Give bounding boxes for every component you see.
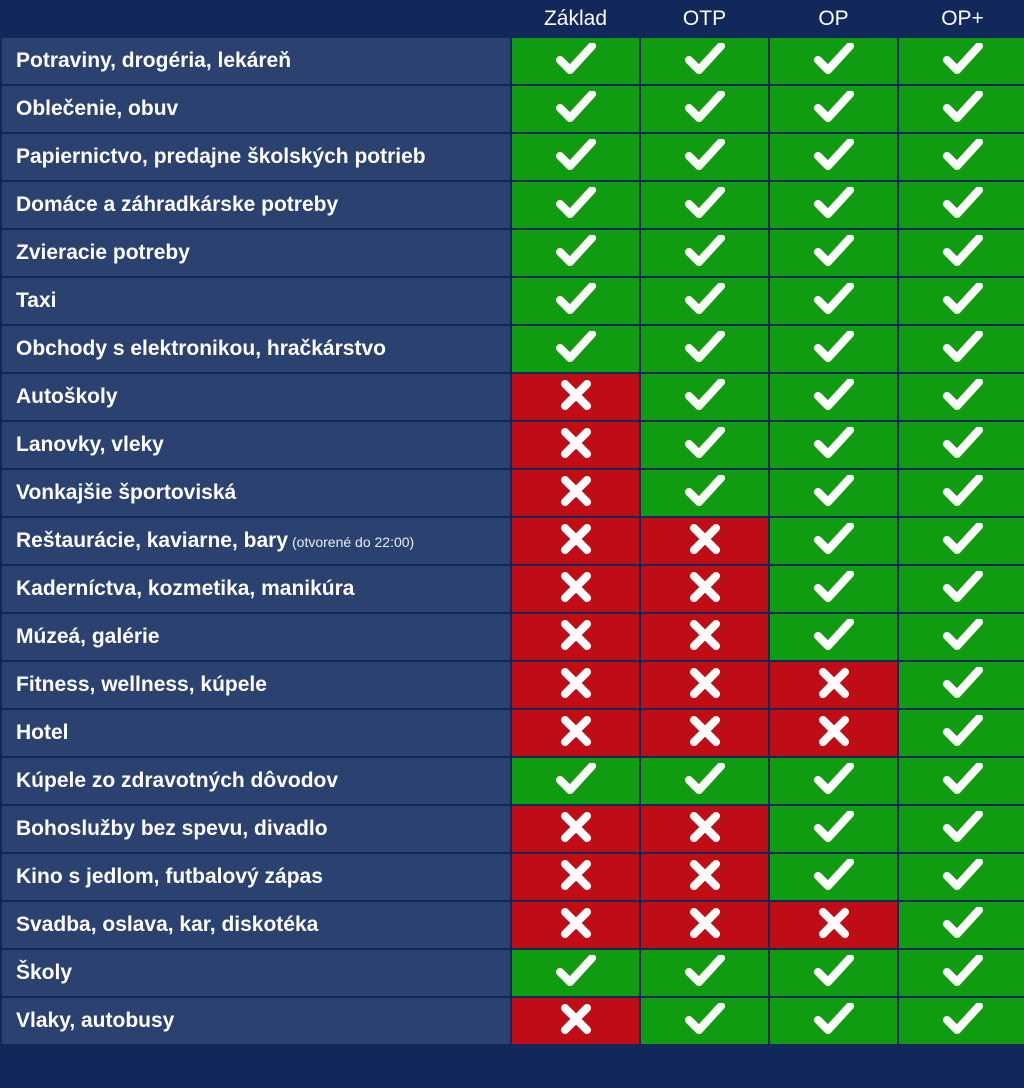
row-label-text: Múzeá, galérie (16, 625, 160, 648)
check-icon (942, 619, 984, 651)
cell-allowed (899, 374, 1024, 420)
cross-icon (560, 667, 592, 699)
cell-allowed (770, 758, 897, 804)
check-icon (942, 763, 984, 795)
matrix-body (2, 38, 1024, 1044)
cross-icon (560, 811, 592, 843)
cell-allowed (641, 86, 768, 132)
cell-allowed (770, 518, 897, 564)
cell-not-allowed (512, 470, 639, 516)
cell-allowed (770, 182, 897, 228)
check-icon (942, 1003, 984, 1035)
check-icon (813, 523, 855, 555)
check-icon (555, 763, 597, 795)
check-icon (942, 859, 984, 891)
cell-allowed (899, 326, 1024, 372)
check-icon (684, 43, 726, 75)
check-icon (813, 571, 855, 603)
cross-icon (689, 667, 721, 699)
cell-allowed (899, 182, 1024, 228)
row-label-text: Domáce a záhradkárske potreby (16, 193, 339, 216)
cell-not-allowed (770, 710, 897, 756)
check-icon (555, 43, 597, 75)
check-icon (684, 955, 726, 987)
row-label-text: Autoškoly (16, 385, 118, 408)
check-icon (684, 475, 726, 507)
cell-allowed (770, 806, 897, 852)
check-icon (684, 1003, 726, 1035)
cell-allowed (899, 230, 1024, 276)
column-header-op-plus: OP+ (899, 2, 1024, 36)
check-icon (813, 475, 855, 507)
cell-allowed (899, 38, 1024, 84)
cell-not-allowed (512, 518, 639, 564)
check-icon (813, 859, 855, 891)
cell-not-allowed (641, 614, 768, 660)
cell-not-allowed (512, 854, 639, 900)
table-row (2, 182, 1024, 228)
cell-not-allowed (512, 902, 639, 948)
cell-allowed (641, 374, 768, 420)
check-icon (942, 91, 984, 123)
check-icon (684, 331, 726, 363)
row-label-text: Školy (16, 961, 73, 984)
header-corner (2, 2, 510, 36)
row-label-text: Lanovky, vleky (16, 433, 164, 456)
row-label (2, 614, 510, 660)
cell-allowed (899, 950, 1024, 996)
table-row (2, 326, 1024, 372)
check-icon (813, 427, 855, 459)
check-icon (942, 811, 984, 843)
row-label-text: Taxi (16, 289, 57, 312)
row-label-text: Kino s jedlom, futbalový zápas (16, 865, 323, 888)
row-label-text: Bohoslužby bez spevu, divadlo (16, 817, 328, 840)
column-header-zaklad: Základ (512, 2, 639, 36)
check-icon (942, 475, 984, 507)
check-icon (684, 235, 726, 267)
table-row (2, 566, 1024, 612)
cell-allowed (770, 134, 897, 180)
row-label (2, 710, 510, 756)
cell-not-allowed (641, 902, 768, 948)
cell-allowed (899, 614, 1024, 660)
cell-not-allowed (512, 998, 639, 1044)
cell-not-allowed (512, 710, 639, 756)
check-icon (684, 91, 726, 123)
check-icon (942, 379, 984, 411)
check-icon (684, 283, 726, 315)
cross-icon (560, 859, 592, 891)
cross-icon (689, 571, 721, 603)
table-row (2, 710, 1024, 756)
row-label-text: Kaderníctva, kozmetika, manikúra (16, 577, 355, 600)
check-icon (942, 43, 984, 75)
row-label (2, 854, 510, 900)
cell-allowed (641, 230, 768, 276)
table-row (2, 806, 1024, 852)
cell-not-allowed (512, 374, 639, 420)
check-icon (942, 571, 984, 603)
check-icon (942, 715, 984, 747)
cell-allowed (641, 134, 768, 180)
cross-icon (689, 811, 721, 843)
table-row (2, 134, 1024, 180)
column-header-op: OP (770, 2, 897, 36)
table-row (2, 998, 1024, 1044)
cell-allowed (641, 758, 768, 804)
row-label (2, 758, 510, 804)
check-icon (813, 811, 855, 843)
check-icon (813, 331, 855, 363)
row-label (2, 902, 510, 948)
row-label-text: Potraviny, drogéria, lekáreň (16, 49, 292, 72)
cell-allowed (899, 854, 1024, 900)
row-label-text: Fitness, wellness, kúpele (16, 673, 267, 696)
row-label-note: (otvorené do 22:00) (292, 534, 415, 550)
row-label-text: Reštaurácie, kaviarne, bary (16, 529, 288, 552)
check-icon (813, 283, 855, 315)
row-label (2, 326, 510, 372)
row-label (2, 470, 510, 516)
cell-allowed (512, 38, 639, 84)
cell-allowed (512, 182, 639, 228)
row-label (2, 86, 510, 132)
row-label-text: Obchody s elektronikou, hračkárstvo (16, 337, 386, 360)
row-label (2, 998, 510, 1044)
check-icon (942, 955, 984, 987)
cell-allowed (899, 518, 1024, 564)
row-label-text: Vonkajšie športoviská (16, 481, 237, 504)
cell-allowed (770, 86, 897, 132)
cross-icon (560, 475, 592, 507)
row-label (2, 134, 510, 180)
cell-allowed (770, 470, 897, 516)
table-row (2, 854, 1024, 900)
cell-not-allowed (512, 806, 639, 852)
cross-icon (818, 907, 850, 939)
cell-allowed (512, 278, 639, 324)
cell-allowed (899, 662, 1024, 708)
row-label-text: Svadba, oslava, kar, diskotéka (16, 913, 319, 936)
row-label (2, 950, 510, 996)
cell-allowed (899, 422, 1024, 468)
cross-icon (560, 379, 592, 411)
cell-allowed (899, 902, 1024, 948)
cell-allowed (512, 230, 639, 276)
check-icon (555, 139, 597, 171)
cell-allowed (770, 38, 897, 84)
cell-allowed (770, 854, 897, 900)
check-icon (942, 331, 984, 363)
cell-not-allowed (770, 902, 897, 948)
cross-icon (689, 715, 721, 747)
row-label (2, 182, 510, 228)
row-label (2, 278, 510, 324)
check-icon (813, 139, 855, 171)
check-icon (555, 235, 597, 267)
row-label (2, 422, 510, 468)
cell-allowed (641, 326, 768, 372)
cell-allowed (899, 806, 1024, 852)
check-icon (813, 1003, 855, 1035)
cross-icon (818, 667, 850, 699)
cell-allowed (770, 278, 897, 324)
check-icon (813, 379, 855, 411)
cell-allowed (641, 998, 768, 1044)
cross-icon (560, 1003, 592, 1035)
row-label (2, 518, 510, 564)
cell-allowed (512, 86, 639, 132)
cross-icon (560, 715, 592, 747)
cell-not-allowed (641, 710, 768, 756)
row-label-text: Oblečenie, obuv (16, 97, 179, 120)
check-icon (684, 763, 726, 795)
cell-allowed (899, 470, 1024, 516)
row-label (2, 566, 510, 612)
cross-icon (689, 907, 721, 939)
row-label (2, 38, 510, 84)
check-icon (684, 187, 726, 219)
table-row (2, 662, 1024, 708)
check-icon (555, 955, 597, 987)
cell-not-allowed (770, 662, 897, 708)
cell-not-allowed (641, 566, 768, 612)
table-row (2, 86, 1024, 132)
cell-allowed (512, 326, 639, 372)
cell-not-allowed (641, 518, 768, 564)
cell-allowed (899, 134, 1024, 180)
cell-allowed (641, 470, 768, 516)
cross-icon (689, 859, 721, 891)
check-icon (555, 283, 597, 315)
cell-allowed (899, 758, 1024, 804)
row-label-text: Hotel (16, 721, 69, 744)
table-row (2, 950, 1024, 996)
table-row (2, 902, 1024, 948)
table-row (2, 278, 1024, 324)
cell-allowed (512, 950, 639, 996)
check-icon (942, 283, 984, 315)
row-label-text: Kúpele zo zdravotných dôvodov (16, 769, 339, 792)
cell-allowed (512, 758, 639, 804)
cross-icon (689, 523, 721, 555)
cell-not-allowed (641, 854, 768, 900)
row-label-text: Zvieracie potreby (16, 241, 190, 264)
cross-icon (560, 571, 592, 603)
header-row (2, 2, 1024, 36)
check-icon (813, 91, 855, 123)
cell-allowed (770, 614, 897, 660)
cell-allowed (641, 38, 768, 84)
matrix-header (2, 2, 1024, 36)
cross-icon (560, 427, 592, 459)
check-icon (942, 139, 984, 171)
check-icon (942, 187, 984, 219)
table-row (2, 374, 1024, 420)
cell-allowed (770, 326, 897, 372)
cell-not-allowed (512, 614, 639, 660)
row-label (2, 806, 510, 852)
cell-not-allowed (641, 806, 768, 852)
check-icon (942, 235, 984, 267)
check-icon (813, 955, 855, 987)
check-icon (942, 427, 984, 459)
check-icon (555, 91, 597, 123)
cell-allowed (899, 710, 1024, 756)
table-row (2, 470, 1024, 516)
table-row (2, 38, 1024, 84)
check-icon (555, 331, 597, 363)
check-icon (942, 907, 984, 939)
cell-allowed (770, 998, 897, 1044)
cell-allowed (512, 134, 639, 180)
cell-allowed (770, 422, 897, 468)
table-row (2, 518, 1024, 564)
cell-not-allowed (512, 662, 639, 708)
cell-allowed (641, 278, 768, 324)
table-row (2, 230, 1024, 276)
cell-allowed (899, 566, 1024, 612)
check-icon (684, 139, 726, 171)
check-icon (813, 763, 855, 795)
table-row (2, 614, 1024, 660)
check-icon (813, 43, 855, 75)
table-row (2, 422, 1024, 468)
row-label (2, 374, 510, 420)
cell-allowed (899, 998, 1024, 1044)
cell-allowed (770, 950, 897, 996)
cross-icon (818, 715, 850, 747)
row-label (2, 662, 510, 708)
check-icon (813, 187, 855, 219)
cell-allowed (770, 374, 897, 420)
cross-icon (560, 907, 592, 939)
table-row (2, 758, 1024, 804)
cell-not-allowed (641, 662, 768, 708)
cell-not-allowed (512, 422, 639, 468)
column-header-otp: OTP (641, 2, 768, 36)
check-icon (813, 235, 855, 267)
cell-not-allowed (512, 566, 639, 612)
cell-allowed (641, 950, 768, 996)
check-icon (813, 619, 855, 651)
cell-allowed (899, 86, 1024, 132)
row-label-text: Papiernictvo, predajne školských potrieb (16, 145, 426, 168)
cell-allowed (641, 182, 768, 228)
cell-allowed (899, 278, 1024, 324)
cross-icon (689, 619, 721, 651)
cell-allowed (770, 566, 897, 612)
row-label-text: Vlaky, autobusy (16, 1009, 175, 1032)
row-label (2, 230, 510, 276)
check-icon (942, 523, 984, 555)
check-icon (942, 667, 984, 699)
cell-allowed (770, 230, 897, 276)
check-icon (684, 379, 726, 411)
cross-icon (560, 523, 592, 555)
check-icon (555, 187, 597, 219)
check-icon (684, 427, 726, 459)
cell-allowed (641, 422, 768, 468)
cross-icon (560, 619, 592, 651)
